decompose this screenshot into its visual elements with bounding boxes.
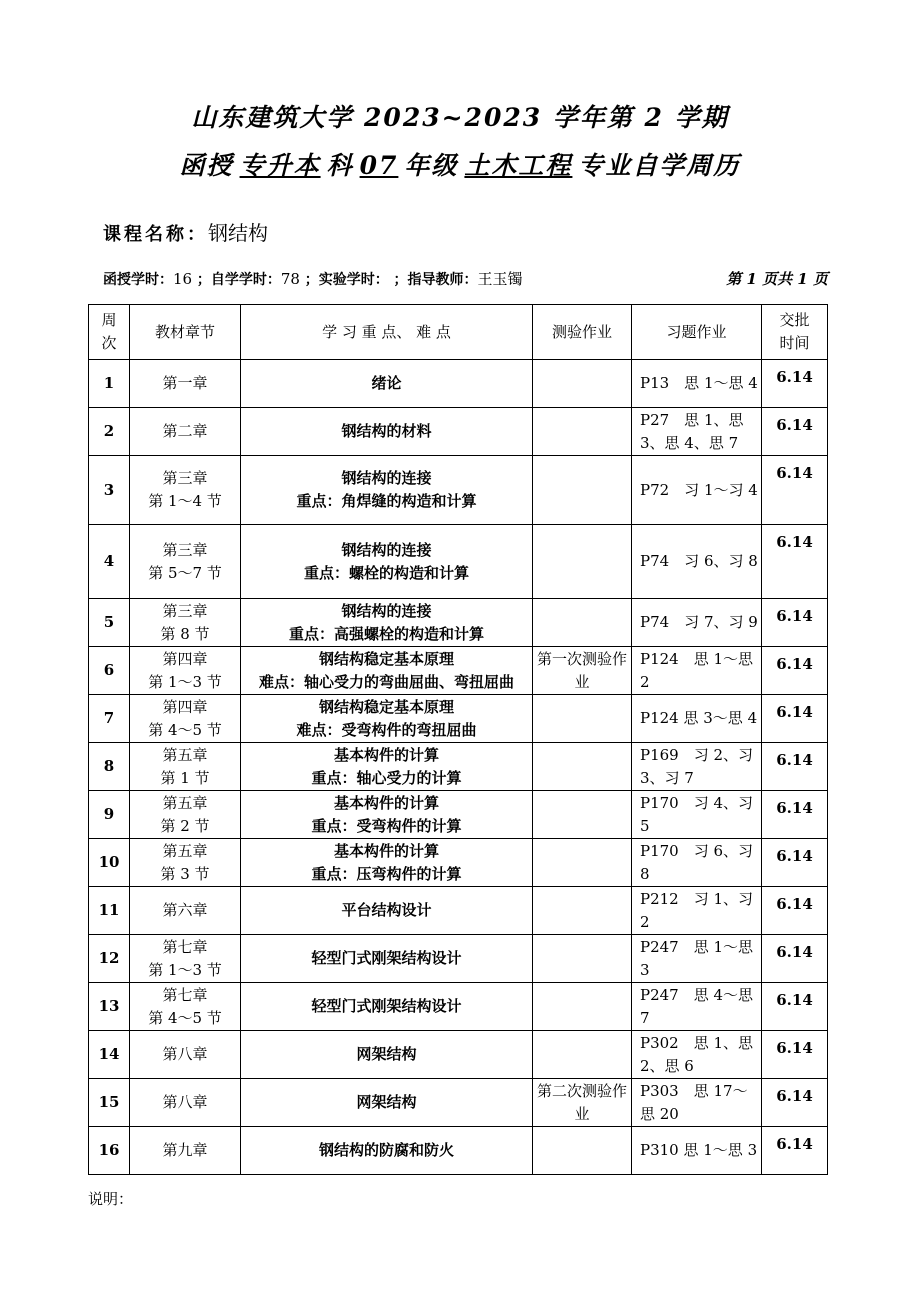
test-cell xyxy=(533,408,632,456)
chapter-line: 第 4～5 节 xyxy=(148,1008,222,1027)
week-cell: 13 xyxy=(89,983,130,1031)
self-hours-label: ；自学学时： xyxy=(196,272,281,288)
study-calendar-table xyxy=(88,304,828,1175)
page-title: 山东建筑大学 2023~2023 学年第 2 学期 xyxy=(191,103,729,132)
exercise-cell: P124 思 3～思 4 xyxy=(632,695,762,743)
focus-cell xyxy=(241,1031,533,1079)
focus-line: 钢结构稳定基本原理 xyxy=(318,649,454,668)
table-row xyxy=(89,525,828,599)
focus-cell xyxy=(241,525,533,599)
focus-cell xyxy=(241,408,533,456)
focus-line: 重点：受弯构件的计算 xyxy=(311,816,462,835)
focus-cell xyxy=(241,839,533,887)
table-row xyxy=(89,839,828,887)
chapter-line: 第二章 xyxy=(162,422,208,440)
focus-cell xyxy=(241,1127,533,1175)
table-row xyxy=(89,408,828,456)
exercise-cell: P124 思 1～思 2 xyxy=(632,647,762,695)
chapter-cell xyxy=(130,408,241,456)
chapter-cell xyxy=(130,647,241,695)
week-cell: 6 xyxy=(89,647,130,695)
exercise-cell: P13 思 1～思 4 xyxy=(632,360,762,408)
focus-line: 钢结构的连接 xyxy=(341,540,432,559)
corr-hours-label: 函授学时： xyxy=(103,272,173,288)
chapter-line: 第七章 xyxy=(162,937,208,956)
due-cell: 6.14 xyxy=(762,743,828,791)
focus-cell xyxy=(241,887,533,935)
due-cell: 6.14 xyxy=(762,647,828,695)
focus-line: 钢结构稳定基本原理 xyxy=(318,697,454,716)
test-cell xyxy=(533,599,632,647)
test-cell xyxy=(533,456,632,525)
chapter-cell xyxy=(130,743,241,791)
chapter-line: 第 3 节 xyxy=(160,864,210,883)
focus-line: 重点：高强螺栓的构造和计算 xyxy=(288,624,484,643)
focus-cell xyxy=(241,647,533,695)
teacher-name: 王玉镯 xyxy=(477,270,523,288)
header-chapter: 教材章节 xyxy=(130,305,241,360)
chapter-cell xyxy=(130,983,241,1031)
focus-line: 重点：角焊缝的构造和计算 xyxy=(296,492,477,510)
week-cell: 15 xyxy=(89,1079,130,1127)
exercise-cell: P170 习 6、习 8 xyxy=(632,839,762,887)
focus-line: 重点：轴心受力的计算 xyxy=(311,768,462,787)
exercise-cell: P170 习 4、习 5 xyxy=(632,791,762,839)
exercise-cell: P72 习 1～习 4 xyxy=(632,456,762,525)
chapter-line: 第三章 xyxy=(162,601,208,620)
week-cell: 5 xyxy=(89,599,130,647)
exercise-cell: P27 思 1、思 3、思 4、思 7 xyxy=(632,408,762,456)
course-line xyxy=(103,217,268,246)
chapter-line: 第七章 xyxy=(162,985,208,1004)
exercise-cell: P247 思 4～思 7 xyxy=(632,983,762,1031)
table-row xyxy=(89,887,828,935)
chapter-line: 第五章 xyxy=(162,793,208,812)
exercise-cell: P212 习 1、习 2 xyxy=(632,887,762,935)
subtitle-ke: 科 xyxy=(326,151,354,180)
week-cell: 12 xyxy=(89,935,130,983)
week-cell: 3 xyxy=(89,456,130,525)
chapter-line: 第四章 xyxy=(162,649,208,668)
exercise-cell: P303 思 17～思 20 xyxy=(632,1079,762,1127)
due-cell: 6.14 xyxy=(762,695,828,743)
week-cell: 1 xyxy=(89,360,130,408)
chapter-cell xyxy=(130,935,241,983)
chapter-line: 第三章 xyxy=(162,540,208,559)
course-name: 钢结构 xyxy=(208,221,268,245)
test-cell: 第一次测验作业 xyxy=(533,647,632,695)
focus-line: 难点：轴心受力的弯曲屈曲、弯扭屈曲 xyxy=(258,672,514,691)
focus-line: 钢结构的连接 xyxy=(341,601,432,620)
chapter-line: 第五章 xyxy=(162,841,208,860)
page-subtitle xyxy=(0,146,920,182)
subtitle-prefix: 函授 xyxy=(179,151,234,180)
page-number: 第 1 页共 1 页 xyxy=(726,270,828,288)
focus-line: 基本构件的计算 xyxy=(333,745,439,764)
chapter-cell xyxy=(130,360,241,408)
table-row xyxy=(89,983,828,1031)
chapter-cell xyxy=(130,1031,241,1079)
table-row xyxy=(89,647,828,695)
chapter-cell xyxy=(130,839,241,887)
table-row xyxy=(89,1079,828,1127)
focus-line: 轻型门式刚架结构设计 xyxy=(311,997,462,1015)
table-row xyxy=(89,456,828,525)
chapter-line: 第八章 xyxy=(162,1045,208,1063)
focus-cell xyxy=(241,791,533,839)
focus-line: 钢结构的防腐和防火 xyxy=(318,1141,454,1159)
chapter-cell xyxy=(130,1127,241,1175)
focus-line: 轻型门式刚架结构设计 xyxy=(311,949,462,967)
table-row xyxy=(89,599,828,647)
focus-line: 网架结构 xyxy=(356,1045,417,1063)
chapter-line: 第 1～3 节 xyxy=(148,672,222,691)
table-row xyxy=(89,1127,828,1175)
chapter-cell xyxy=(130,599,241,647)
focus-line: 平台结构设计 xyxy=(341,901,432,919)
due-cell: 6.14 xyxy=(762,935,828,983)
table-row xyxy=(89,743,828,791)
test-cell xyxy=(533,1031,632,1079)
chapter-line: 第五章 xyxy=(162,745,208,764)
info-line xyxy=(103,268,828,289)
table-header-row xyxy=(89,305,828,360)
chapter-line: 第 4～5 节 xyxy=(148,720,222,739)
header-focus: 学 习 重 点、 难 点 xyxy=(241,305,533,360)
focus-line: 重点：压弯构件的计算 xyxy=(311,864,462,883)
test-cell xyxy=(533,983,632,1031)
chapter-line: 第四章 xyxy=(162,697,208,716)
self-hours: 78 xyxy=(280,270,300,288)
header-exercise: 习题作业 xyxy=(632,305,762,360)
test-cell xyxy=(533,839,632,887)
chapter-line: 第 1 节 xyxy=(160,768,210,787)
week-cell: 14 xyxy=(89,1031,130,1079)
header-week: 周次 xyxy=(89,305,130,360)
chapter-line: 第 1～4 节 xyxy=(148,492,222,510)
test-cell xyxy=(533,360,632,408)
due-cell: 6.14 xyxy=(762,983,828,1031)
focus-line: 钢结构的材料 xyxy=(341,422,432,440)
subtitle-suffix: 专业自学周历 xyxy=(578,151,741,180)
chapter-cell xyxy=(130,1079,241,1127)
exercise-cell: P169 习 2、习 3、习 7 xyxy=(632,743,762,791)
grade-field: 07 xyxy=(359,151,399,180)
level-field: 专升本 xyxy=(239,151,321,180)
due-cell: 6.14 xyxy=(762,887,828,935)
test-cell xyxy=(533,695,632,743)
week-cell: 10 xyxy=(89,839,130,887)
week-cell: 2 xyxy=(89,408,130,456)
focus-cell xyxy=(241,456,533,525)
chapter-cell xyxy=(130,887,241,935)
focus-cell xyxy=(241,743,533,791)
due-cell: 6.14 xyxy=(762,408,828,456)
chapter-line: 第一章 xyxy=(162,374,208,392)
chapter-line: 第 1～3 节 xyxy=(148,960,222,979)
focus-line: 网架结构 xyxy=(356,1093,417,1111)
focus-line: 难点：受弯构件的弯扭屈曲 xyxy=(296,720,477,739)
test-cell xyxy=(533,791,632,839)
focus-line: 重点：螺栓的构造和计算 xyxy=(303,563,469,582)
header-due: 交批时间 xyxy=(762,305,828,360)
table-row xyxy=(89,791,828,839)
chapter-line: 第六章 xyxy=(162,901,208,919)
chapter-line: 第三章 xyxy=(162,469,208,487)
test-cell xyxy=(533,887,632,935)
due-cell: 6.14 xyxy=(762,525,828,599)
lab-hours-label: ；实验学时： xyxy=(304,272,389,288)
test-cell xyxy=(533,935,632,983)
due-cell: 6.14 xyxy=(762,456,828,525)
week-cell: 4 xyxy=(89,525,130,599)
test-cell: 第二次测验作业 xyxy=(533,1079,632,1127)
chapter-line: 第九章 xyxy=(162,1141,208,1159)
week-cell: 11 xyxy=(89,887,130,935)
test-cell xyxy=(533,525,632,599)
due-cell: 6.14 xyxy=(762,1031,828,1079)
course-label: 课程名称： xyxy=(103,224,208,245)
test-cell xyxy=(533,743,632,791)
exercise-cell: P74 习 7、习 9 xyxy=(632,599,762,647)
table-body xyxy=(89,360,828,1175)
focus-line: 基本构件的计算 xyxy=(333,841,439,860)
focus-cell xyxy=(241,599,533,647)
corr-hours: 16 xyxy=(173,270,193,288)
teacher-label: ；指导教师： xyxy=(393,272,478,288)
exercise-cell: P247 思 1～思 3 xyxy=(632,935,762,983)
focus-cell xyxy=(241,983,533,1031)
subtitle-nianji: 年级 xyxy=(404,151,459,180)
due-cell: 6.14 xyxy=(762,1079,828,1127)
focus-cell xyxy=(241,935,533,983)
due-cell: 6.14 xyxy=(762,839,828,887)
table-row xyxy=(89,695,828,743)
focus-cell xyxy=(241,695,533,743)
week-cell: 9 xyxy=(89,791,130,839)
week-cell: 7 xyxy=(89,695,130,743)
chapter-cell xyxy=(130,456,241,525)
focus-line: 钢结构的连接 xyxy=(341,469,432,487)
table-row xyxy=(89,1031,828,1079)
focus-cell xyxy=(241,1079,533,1127)
due-cell: 6.14 xyxy=(762,1127,828,1175)
focus-line: 绪论 xyxy=(371,374,402,392)
chapter-cell xyxy=(130,695,241,743)
chapter-line: 第八章 xyxy=(162,1093,208,1111)
chapter-cell xyxy=(130,791,241,839)
chapter-line: 第 8 节 xyxy=(160,624,210,643)
note-label: 说明： xyxy=(88,1190,134,1208)
week-cell: 8 xyxy=(89,743,130,791)
table-row xyxy=(89,935,828,983)
header-test: 测验作业 xyxy=(533,305,632,360)
exercise-cell: P74 习 6、习 8 xyxy=(632,525,762,599)
major-field: 土木工程 xyxy=(464,151,573,180)
chapter-cell xyxy=(130,525,241,599)
table-row xyxy=(89,360,828,408)
test-cell xyxy=(533,1127,632,1175)
chapter-line: 第 5～7 节 xyxy=(148,563,222,582)
chapter-line: 第 2 节 xyxy=(160,816,210,835)
focus-line: 基本构件的计算 xyxy=(333,793,439,812)
due-cell: 6.14 xyxy=(762,360,828,408)
exercise-cell: P310 思 1～思 3 xyxy=(632,1127,762,1175)
focus-cell xyxy=(241,360,533,408)
exercise-cell: P302 思 1、思 2、思 6 xyxy=(632,1031,762,1079)
week-cell: 16 xyxy=(89,1127,130,1175)
due-cell: 6.14 xyxy=(762,599,828,647)
due-cell: 6.14 xyxy=(762,791,828,839)
